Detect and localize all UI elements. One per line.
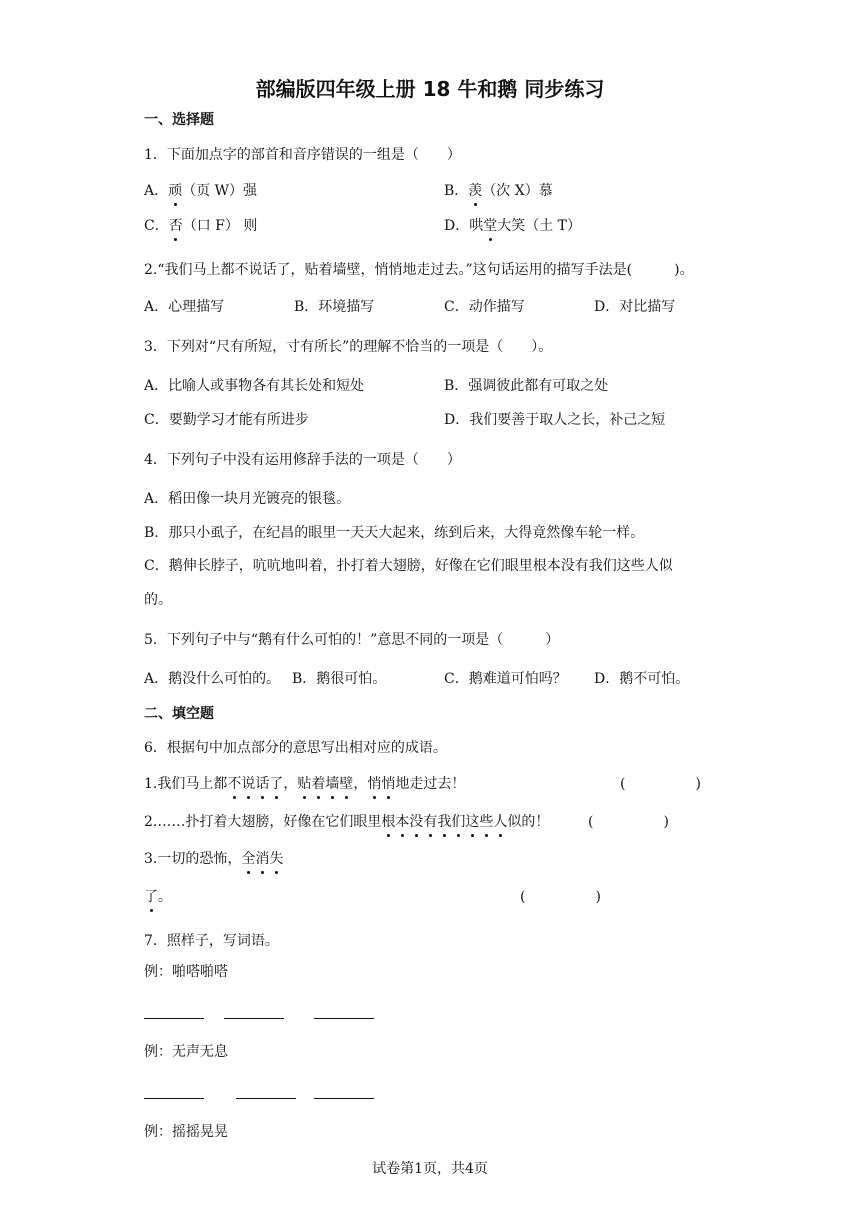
- dotted-char: 本: [395, 814, 410, 830]
- dotted-char: 壁: [339, 776, 354, 792]
- dotted-char: 根: [381, 814, 396, 830]
- dotted-char: 我: [437, 814, 452, 830]
- option-suffix: 大笑（土 T）: [497, 218, 582, 234]
- question-4-option-a: A．稻田像一块月光镀亮的银毯。: [144, 491, 351, 507]
- question-5-stem: 5．下列句子中与“鹅有什么可怕的！”意思不同的一项是（ ）: [144, 632, 560, 648]
- question-6-sentence-2: [144, 813, 549, 831]
- answer-line[interactable]: [314, 1018, 374, 1019]
- option-suffix: （次 X）慕: [482, 183, 553, 199]
- dotted-phrase: [227, 776, 283, 792]
- sentence-text: 1.我们马上都: [144, 776, 228, 792]
- question-1-option-a: [144, 182, 257, 200]
- dotted-char: 顽: [168, 183, 183, 199]
- question-3-option-a: A．比喻人或事物各有其长处和短处: [144, 378, 365, 394]
- answer-line[interactable]: [144, 1098, 204, 1099]
- page-title: 部编版四年级上册 18 牛和鹅 同步练习: [255, 77, 605, 101]
- dotted-char: 们: [451, 814, 466, 830]
- answer-blank-1[interactable]: ( ): [620, 776, 701, 792]
- question-2-option-c: C．动作描写: [444, 299, 525, 315]
- dotted-char: 墙: [325, 776, 340, 792]
- question-4-option-c-line1: C．鹅伸长脖子，吭吭地叫着，扑打着大翅膀，好像在它们眼里根本没有我们这些人似: [144, 558, 673, 574]
- option-prefix: C．: [144, 218, 169, 234]
- question-3-option-c: C．要勤学习才能有所进步: [144, 412, 309, 428]
- question-2-option-a: A．心理描写: [144, 299, 225, 315]
- question-1-option-d: [444, 217, 581, 235]
- section-choice-heading: 一、选择题: [144, 112, 214, 128]
- question-2-option-b: B．环境描写: [294, 299, 375, 315]
- dotted-char: 消: [255, 851, 270, 867]
- dotted-char: 人: [493, 814, 508, 830]
- dotted-char: 悄: [381, 776, 396, 792]
- dotted-char: 悄: [367, 776, 382, 792]
- question-3-option-d: D．我们要善于取人之长，补己之短: [444, 412, 666, 428]
- dotted-char: 了: [144, 889, 158, 905]
- dotted-phrase: [144, 889, 158, 905]
- question-4-option-b: B．那只小虱子，在纪昌的眼里一天天大起来，练到后来，大得竟然像车轮一样。: [144, 525, 645, 541]
- sentence-text: 地走过去！: [395, 776, 466, 792]
- answer-line[interactable]: [144, 1018, 204, 1019]
- question-5-option-b: B．鹅很可怕。: [292, 671, 387, 687]
- dotted-char: 没: [409, 814, 424, 830]
- option-prefix: B．: [444, 183, 469, 199]
- question-6-stem: 6．根据句中加点部分的意思写出相对应的成语。: [144, 740, 447, 756]
- answer-blank-2[interactable]: ( ): [588, 814, 669, 830]
- answer-line[interactable]: [236, 1098, 296, 1099]
- dotted-phrase: [381, 814, 507, 830]
- sentence-text: ，: [353, 776, 368, 792]
- question-3-stem: 3．下列对“尺有所短，寸有所长”的理解不恰当的一项是（ ）。: [144, 339, 553, 355]
- dotted-phrase: [241, 851, 283, 867]
- dotted-char: 这: [465, 814, 480, 830]
- sentence-text: 。: [158, 889, 172, 905]
- question-5-option-a: A．鹅没什么可怕的。: [144, 671, 281, 687]
- dotted-char: 些: [479, 814, 494, 830]
- answer-line[interactable]: [224, 1018, 284, 1019]
- dotted-char: 说: [241, 776, 256, 792]
- dotted-char: 有: [423, 814, 438, 830]
- question-6-sentence-3-cont: [144, 888, 172, 906]
- dotted-char: 着: [311, 776, 326, 792]
- section-fill-heading: 二、填空题: [144, 706, 214, 722]
- option-prefix: A．: [144, 183, 169, 199]
- question-6-sentence-1: [144, 775, 465, 793]
- dotted-char: 不: [227, 776, 242, 792]
- question-2-stem: 2.“我们马上都不说话了，贴着墙壁，悄悄地走过去。”这句话运用的描写手法是( )。: [144, 262, 694, 278]
- question-1-option-b: [444, 182, 553, 200]
- question-4-stem: 4．下列句子中没有运用修辞手法的一项是（ ）: [144, 452, 461, 468]
- dotted-phrase: [367, 776, 395, 792]
- question-2-option-d: D．对比描写: [594, 299, 676, 315]
- option-suffix: （页 W）强: [182, 183, 257, 199]
- example-1: 例：啪嗒啪嗒: [144, 964, 228, 980]
- question-1-option-c: [144, 217, 257, 235]
- dotted-char: 否: [168, 218, 183, 234]
- example-2: 例：无声无息: [144, 1044, 228, 1060]
- dotted-char: 堂: [483, 218, 498, 234]
- question-4-option-c-line2: 的。: [144, 592, 172, 608]
- sentence-text: ，: [283, 776, 298, 792]
- page-footer: 试卷第1页，共4页: [372, 1161, 488, 1177]
- dotted-char: 贴: [297, 776, 312, 792]
- dotted-char: 了: [269, 776, 284, 792]
- question-5-option-d: D．鹅不可怕。: [594, 671, 690, 687]
- sentence-text: 似的！: [507, 814, 550, 830]
- option-suffix: （口 F） 则: [182, 218, 258, 234]
- answer-line[interactable]: [314, 1098, 374, 1099]
- question-5-option-c: C．鹅难道可怕吗？: [444, 671, 567, 687]
- example-3: 例：摇摇晃晃: [144, 1124, 228, 1140]
- sentence-text: 3.一切的恐怖，: [144, 851, 242, 867]
- question-6-sentence-3: [144, 850, 283, 868]
- sentence-text: 2.……扑打着大翅膀，好像在它们眼里: [144, 814, 382, 830]
- option-prefix: D．哄: [444, 218, 484, 234]
- dotted-phrase: [297, 776, 353, 792]
- question-7-stem: 7．照样子，写词语。: [144, 933, 279, 949]
- dotted-char: 失: [269, 851, 284, 867]
- question-1-stem: 1．下面加点字的部首和音序错误的一组是（ ）: [144, 147, 461, 163]
- dotted-char: 话: [255, 776, 270, 792]
- answer-blank-3[interactable]: ( ): [520, 889, 601, 905]
- question-3-option-b: B．强调彼此都有可取之处: [444, 378, 609, 394]
- dotted-char: 羡: [468, 183, 483, 199]
- dotted-char: 全: [241, 851, 256, 867]
